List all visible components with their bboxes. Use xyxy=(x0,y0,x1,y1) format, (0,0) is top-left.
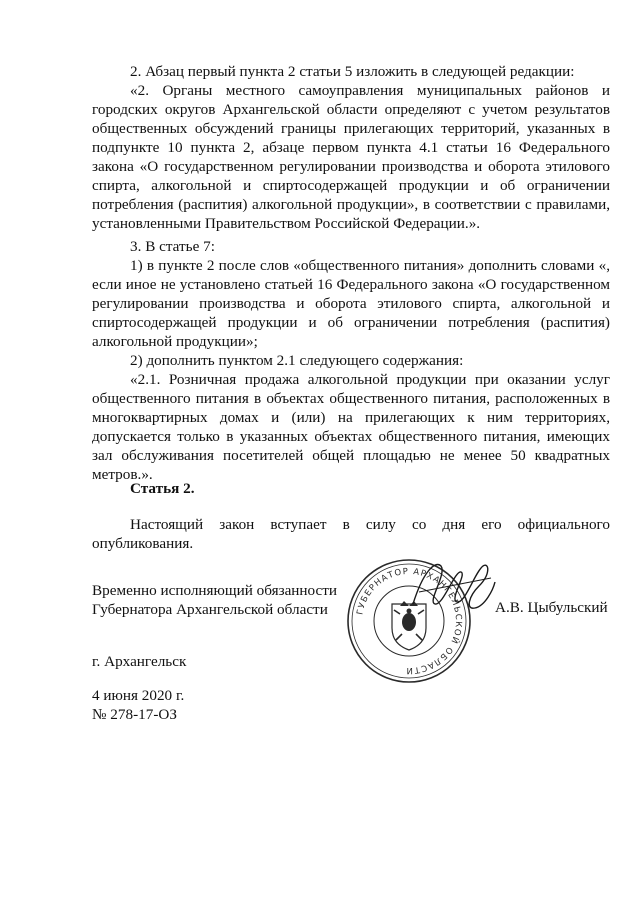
signatory-title-line: Губернатора Архангельской области xyxy=(92,601,328,618)
paragraph: Настоящий закон вступает в силу со дня его официального опубликования. xyxy=(92,516,610,552)
handwritten-signature xyxy=(405,552,500,627)
signatory-title xyxy=(92,581,337,619)
signatory-title-line: Временно исполняющий обязанности xyxy=(92,582,338,599)
article-2-heading: Статья 2. xyxy=(130,480,195,497)
document-date: 4 июня 2020 г. xyxy=(92,687,185,704)
signatory-name: А.В. Цыбульский xyxy=(495,599,608,616)
paragraph: «2.1. Розничная продажа алкогольной продукции при оказании услуг общественного питания в объектах общественного питания, расположенных в многоквартирных домах и (или) на прилегающих к ним территориях, допускается только в указанных объектах общественного питания, имеющих зал обслуживания посетителей общей площадью не менее 50 квадратных метров.». xyxy=(92,371,610,483)
paragraph: 2. Абзац первый пункта 2 статьи 5 изложить в следующей редакции: xyxy=(130,63,575,80)
paragraph: 1) в пункте 2 после слов «общественного питания» дополнить словами «, если иное не установлено статьей 16 Федерального закона «О государственном регулировании производства и оборота этилового спирта, алкогольной и спиртосодержащей продукции и об ограничении потребления (распития) алкогольной продукции»; xyxy=(92,257,610,350)
amendment-article-7 xyxy=(92,237,610,484)
paragraph: 2) дополнить пунктом 2.1 следующего содержания: xyxy=(130,352,464,369)
svg-text:ГУБЕРНАТОР АРХАНГЕЛЬСКОЙ ОБЛАС: ГУБЕРНАТОР АРХАНГЕЛЬСКОЙ ОБЛАСТИ xyxy=(355,566,464,676)
amendment-article-5 xyxy=(92,62,610,233)
paragraph: «2. Органы местного самоуправления муниципальных районов и городских округов Архангельской области определяют с учетом результатов общественных обсуждений границы прилегающих территорий, указанных в подпункте 10 пункта 2, абзаце первом пункта 4.1 статьи 16 Федерального закона «О государственном регулировании производства и оборота этилового спирта, алкогольной и спиртосодержащей продукции и об ограничении потребления (распития) алкогольной продукции», в соответствии с правилами, установленными Правительством Российской Федерации.». xyxy=(92,82,610,232)
document-number: № 278-17-ОЗ xyxy=(92,706,177,723)
paragraph: 3. В статье 7: xyxy=(130,238,215,255)
article-2-body xyxy=(92,515,610,553)
place-of-signing: г. Архангельск xyxy=(92,653,187,670)
